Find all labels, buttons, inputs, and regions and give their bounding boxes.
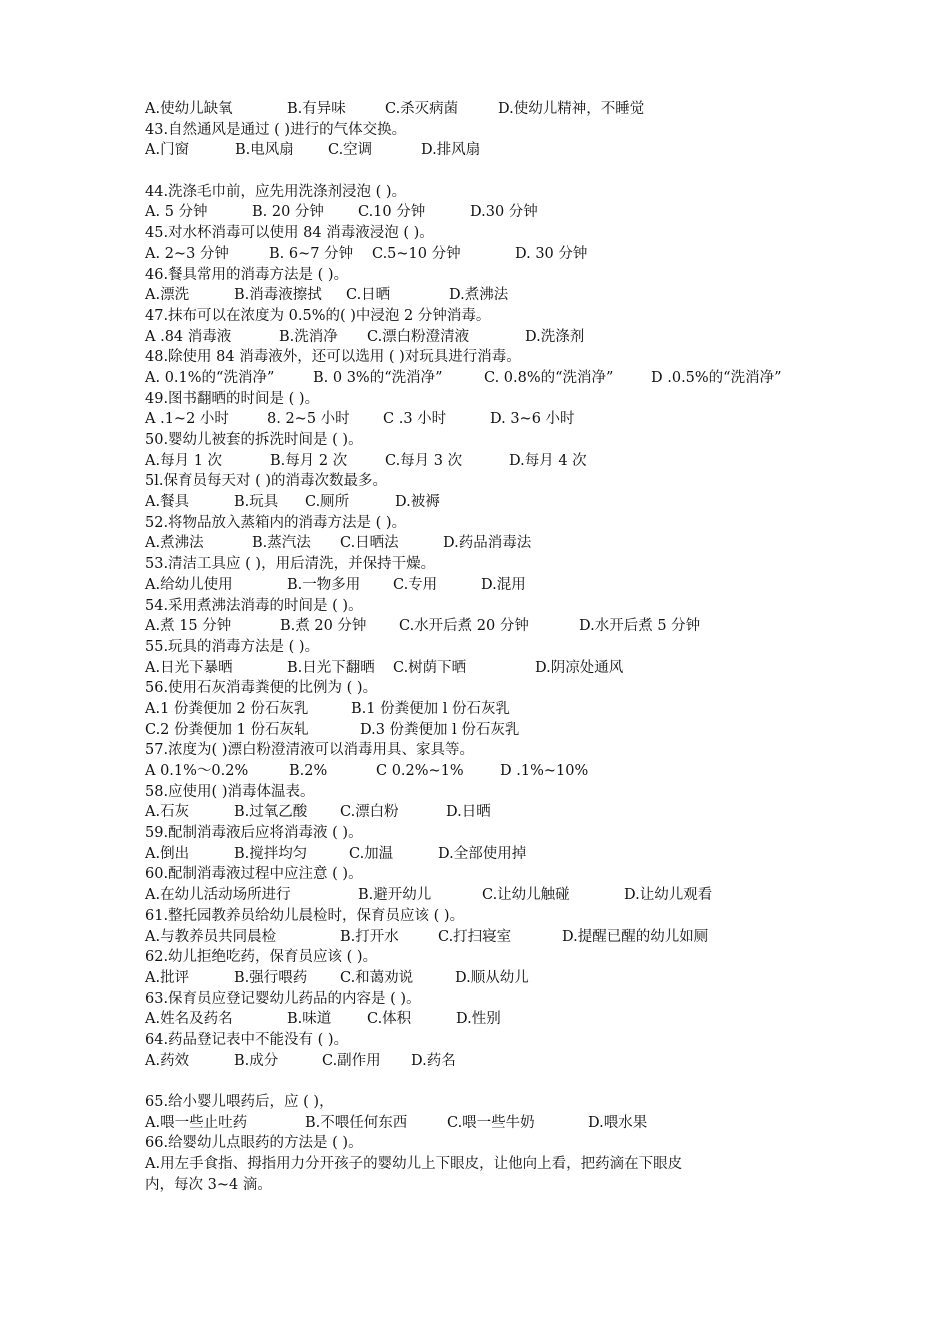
answer-option: B.洗消净 bbox=[279, 328, 338, 345]
question-line bbox=[145, 306, 845, 327]
answer-option: A.餐具 bbox=[145, 494, 190, 511]
answer-option: C.杀灭病菌 bbox=[385, 101, 459, 117]
line-text: 64.药品登记表中不能没有 ( )。 bbox=[145, 1031, 349, 1048]
line-text: 57.浓度为( )漂白粉澄清液可以消毒用具、家具等。 bbox=[145, 742, 474, 759]
question-line bbox=[145, 1030, 845, 1051]
question-line bbox=[145, 513, 845, 534]
option-line bbox=[145, 533, 845, 554]
question-line bbox=[145, 347, 845, 368]
line-text: 59.配制消毒液后应将消毒液 ( )。 bbox=[145, 825, 363, 842]
answer-option: B.过氧乙酸 bbox=[234, 804, 308, 821]
answer-option: C.每月 3 次 bbox=[385, 452, 463, 469]
answer-option: B.消毒液擦拭 bbox=[234, 287, 322, 304]
option-line bbox=[145, 844, 845, 865]
answer-option: C.体积 bbox=[367, 1011, 412, 1028]
question-line bbox=[145, 1175, 845, 1196]
question-line bbox=[145, 596, 845, 617]
option-line bbox=[145, 699, 845, 720]
option-line bbox=[145, 885, 845, 906]
answer-option: C.加温 bbox=[349, 845, 394, 862]
answer-option: B. 0 3%的“洗消净” bbox=[313, 369, 443, 386]
answer-option: D.让幼儿观看 bbox=[624, 887, 713, 904]
answer-option: A.使幼儿缺氧 bbox=[145, 101, 233, 117]
answer-option: A. 2~3 分钟 bbox=[145, 245, 229, 262]
option-line bbox=[145, 409, 845, 430]
answer-option: A.每月 1 次 bbox=[145, 452, 223, 469]
answer-option: B.避开幼儿 bbox=[358, 887, 432, 904]
answer-option: A.煮沸法 bbox=[145, 535, 204, 552]
line-text: 65.给小婴儿喂药后，应 ( )， bbox=[145, 1094, 334, 1110]
answer-option: A.漂洗 bbox=[145, 287, 190, 304]
line-text: 内，每次 3~4 滴。 bbox=[145, 1176, 272, 1193]
answer-option: B.玩具 bbox=[234, 494, 279, 511]
answer-option: D.药名 bbox=[411, 1052, 456, 1069]
question-line bbox=[145, 223, 845, 244]
answer-option: C.和蔼劝说 bbox=[340, 969, 414, 986]
answer-option: D.顺从幼儿 bbox=[455, 969, 529, 986]
line-text: 58.应使用( )消毒体温表。 bbox=[145, 783, 315, 800]
answer-option: C.漂白粉澄清液 bbox=[367, 328, 470, 345]
answer-option: D.每月 4 次 bbox=[509, 452, 587, 469]
question-line bbox=[145, 989, 845, 1010]
answer-option: A.姓名及药名 bbox=[145, 1011, 233, 1028]
option-line bbox=[145, 368, 845, 389]
answer-option: C.让幼儿触碰 bbox=[482, 887, 570, 904]
answer-option: B.1 份粪便加 l 份石灰乳 bbox=[351, 700, 510, 717]
answer-option: A .1~2 小时 bbox=[145, 411, 229, 428]
answer-option: B.2% bbox=[289, 763, 328, 779]
answer-option: B.成分 bbox=[234, 1052, 279, 1069]
answer-option: A.石灰 bbox=[145, 804, 190, 821]
option-line bbox=[145, 244, 845, 265]
answer-option: D.30 分钟 bbox=[470, 204, 538, 221]
document-body bbox=[145, 99, 845, 1195]
line-text: 53.清洁工具应 ( )，用后清洗，并保持干燥。 bbox=[145, 556, 436, 573]
answer-option: D.3 份粪便加 l 份石灰乳 bbox=[360, 721, 520, 738]
answer-option: C. 0.8%的“洗消净” bbox=[484, 369, 614, 386]
question-line bbox=[145, 1133, 845, 1154]
answer-option: C.日晒 bbox=[346, 287, 391, 304]
line-text: 63.保育员应登记婴幼儿药品的内容是 ( )。 bbox=[145, 990, 421, 1007]
answer-option: A. 5 分钟 bbox=[145, 204, 208, 221]
line-text: 46.餐具常用的消毒方法是 ( )。 bbox=[145, 266, 349, 283]
answer-option: C.2 份粪便加 1 份石灰轧 bbox=[145, 721, 309, 738]
line-text: 62.幼儿拒绝吃药，保育员应该 ( )。 bbox=[145, 949, 378, 966]
answer-option: B. 6~7 分钟 bbox=[269, 245, 354, 262]
line-text: 54.采用煮沸法消毒的时间是 ( )。 bbox=[145, 597, 363, 614]
answer-option: D. 30 分钟 bbox=[515, 245, 588, 262]
answer-option: D .0.5%的“洗消净” bbox=[651, 369, 782, 386]
answer-option: C.日晒法 bbox=[340, 535, 399, 552]
line-text: 43.自然通风是通过 ( )进行的气体交换。 bbox=[145, 121, 407, 138]
question-line bbox=[145, 265, 845, 286]
answer-option: D. 3~6 小时 bbox=[490, 411, 575, 428]
line-text: 66.给婴幼儿点眼药的方法是 ( )。 bbox=[145, 1135, 363, 1152]
blank-line bbox=[145, 1071, 845, 1092]
line-text: 60.配制消毒液过程中应注意 ( )。 bbox=[145, 866, 363, 883]
answer-option: D.全部使用掉 bbox=[438, 845, 527, 862]
option-line bbox=[145, 451, 845, 472]
question-line bbox=[145, 947, 845, 968]
line-text: 5l.保育员每天对 ( )的消毒次数最多。 bbox=[145, 473, 388, 490]
question-line bbox=[145, 1154, 845, 1175]
question-line bbox=[145, 471, 845, 492]
answer-option: C.漂白粉 bbox=[340, 804, 399, 821]
answer-option: A.倒出 bbox=[145, 845, 190, 862]
answer-option: D.煮沸法 bbox=[449, 287, 509, 304]
answer-option: B.搅拌均匀 bbox=[234, 845, 308, 862]
answer-option: B.每月 2 次 bbox=[270, 452, 348, 469]
answer-option: D.喂水果 bbox=[588, 1114, 648, 1131]
answer-option: B.蒸汽法 bbox=[252, 535, 311, 552]
answer-option: B.日光下翻晒 bbox=[287, 659, 375, 676]
answer-option: B.强行喂药 bbox=[234, 969, 308, 986]
question-line bbox=[145, 782, 845, 803]
answer-option: D.药品消毒法 bbox=[443, 535, 532, 552]
answer-option: C.5~10 分钟 bbox=[372, 245, 461, 262]
answer-option: D.水开后煮 5 分钟 bbox=[579, 618, 701, 635]
answer-option: A.喂一些止吐药 bbox=[145, 1114, 248, 1131]
answer-option: C.空调 bbox=[328, 142, 373, 159]
answer-option: A.在幼儿活动场所进行 bbox=[145, 887, 291, 904]
option-line bbox=[145, 720, 845, 741]
answer-option: 8. 2~5 小时 bbox=[267, 411, 350, 428]
line-text: 56.使用石灰消毒粪便的比例为 ( )。 bbox=[145, 680, 378, 697]
option-line bbox=[145, 1051, 845, 1072]
answer-option: A.门窗 bbox=[145, 142, 190, 159]
option-line bbox=[145, 140, 845, 161]
question-line bbox=[145, 554, 845, 575]
question-line bbox=[145, 182, 845, 203]
answer-option: B.有异味 bbox=[287, 101, 346, 117]
answer-option: C 0.2%~1% bbox=[376, 763, 464, 779]
question-line bbox=[145, 430, 845, 451]
answer-option: C.树荫下晒 bbox=[393, 659, 467, 676]
line-text: 50.婴幼儿被套的拆洗时间是 ( )。 bbox=[145, 432, 363, 448]
question-line bbox=[145, 678, 845, 699]
answer-option: D.洗涤剂 bbox=[525, 328, 585, 345]
answer-option: D.阴凉处通风 bbox=[535, 659, 624, 676]
answer-option: A.批评 bbox=[145, 969, 190, 986]
question-line bbox=[145, 637, 845, 658]
answer-option: B.一物多用 bbox=[287, 576, 361, 593]
answer-option: B.打开水 bbox=[340, 928, 399, 945]
answer-option: A.与教养员共同晨检 bbox=[145, 928, 277, 945]
answer-option: C.水开后煮 20 分钟 bbox=[399, 618, 529, 635]
answer-option: C.打扫寝室 bbox=[438, 928, 512, 945]
answer-option: A.药效 bbox=[145, 1052, 190, 1069]
answer-option: C.专用 bbox=[393, 576, 438, 593]
question-line bbox=[145, 864, 845, 885]
answer-option: D.被褥 bbox=[395, 494, 440, 511]
question-line bbox=[145, 823, 845, 844]
answer-option: C.10 分钟 bbox=[358, 204, 426, 221]
answer-option: C.喂一些牛奶 bbox=[447, 1114, 535, 1131]
answer-option: D.排风扇 bbox=[421, 142, 481, 159]
option-line bbox=[145, 1009, 845, 1030]
answer-option: D.使幼儿精神，不睡觉 bbox=[498, 101, 645, 117]
question-line bbox=[145, 120, 845, 141]
option-line bbox=[145, 658, 845, 679]
blank-line bbox=[145, 161, 845, 182]
answer-option: A. 0.1%的“洗消净” bbox=[145, 369, 275, 386]
line-text: 48.除使用 84 消毒液外，还可以选用 ( )对玩具进行消毒。 bbox=[145, 349, 521, 366]
option-line bbox=[145, 492, 845, 513]
answer-option: C.副作用 bbox=[322, 1052, 381, 1069]
answer-option: D.日晒 bbox=[446, 804, 491, 821]
option-line bbox=[145, 1113, 845, 1134]
answer-option: A 0.1%～0.2% bbox=[145, 763, 249, 779]
option-line bbox=[145, 575, 845, 596]
answer-option: D .1%~10% bbox=[500, 763, 589, 779]
option-line bbox=[145, 802, 845, 823]
answer-option: B.煮 20 分钟 bbox=[280, 618, 367, 635]
line-text: 49.图书翻晒的时间是 ( )。 bbox=[145, 390, 320, 407]
option-line bbox=[145, 285, 845, 306]
question-line bbox=[145, 740, 845, 761]
option-line bbox=[145, 327, 845, 348]
answer-option: C .3 小时 bbox=[383, 411, 447, 428]
option-line bbox=[145, 202, 845, 223]
option-line bbox=[145, 761, 845, 782]
option-line bbox=[145, 99, 845, 120]
line-text: 52.将物品放入蒸箱内的消毒方法是 ( )。 bbox=[145, 514, 407, 531]
answer-option: A .84 消毒液 bbox=[145, 328, 232, 345]
question-line bbox=[145, 1092, 845, 1113]
question-line bbox=[145, 389, 845, 410]
option-line bbox=[145, 616, 845, 637]
line-text: 55.玩具的消毒方法是 ( )。 bbox=[145, 638, 320, 655]
answer-option: C.厕所 bbox=[305, 494, 350, 511]
answer-option: B.味道 bbox=[287, 1011, 332, 1028]
line-text: 45.对水杯消毒可以使用 84 消毒液浸泡 ( )。 bbox=[145, 225, 434, 242]
answer-option: A.给幼儿使用 bbox=[145, 576, 233, 593]
option-line bbox=[145, 927, 845, 948]
answer-option: A.日光下暴晒 bbox=[145, 659, 233, 676]
line-text: 47.抹布可以在浓度为 0.5%的( )中浸泡 2 分钟消毒。 bbox=[145, 307, 491, 324]
answer-option: B.不喂任何东西 bbox=[305, 1114, 408, 1131]
answer-option: D.提醒已醒的幼儿如厕 bbox=[562, 928, 709, 945]
line-text: 61.整托园教养员给幼儿晨检时，保育员应该 ( )。 bbox=[145, 907, 465, 924]
question-line bbox=[145, 906, 845, 927]
answer-option: A.煮 15 分钟 bbox=[145, 618, 232, 635]
answer-option: D.混用 bbox=[481, 576, 526, 593]
answer-option: A.1 份粪便加 2 份石灰乳 bbox=[145, 700, 309, 717]
answer-option: B.电风扇 bbox=[235, 142, 294, 159]
line-text: A.用左手食指、拇指用力分开孩子的婴幼儿上下眼皮，让他向上看，把药滴在下眼皮 bbox=[145, 1156, 683, 1173]
answer-option: D.性别 bbox=[456, 1011, 501, 1028]
option-line bbox=[145, 968, 845, 989]
answer-option: B. 20 分钟 bbox=[252, 204, 324, 221]
line-text: 44.洗涤毛巾前，应先用洗涤剂浸泡 ( )。 bbox=[145, 183, 407, 200]
